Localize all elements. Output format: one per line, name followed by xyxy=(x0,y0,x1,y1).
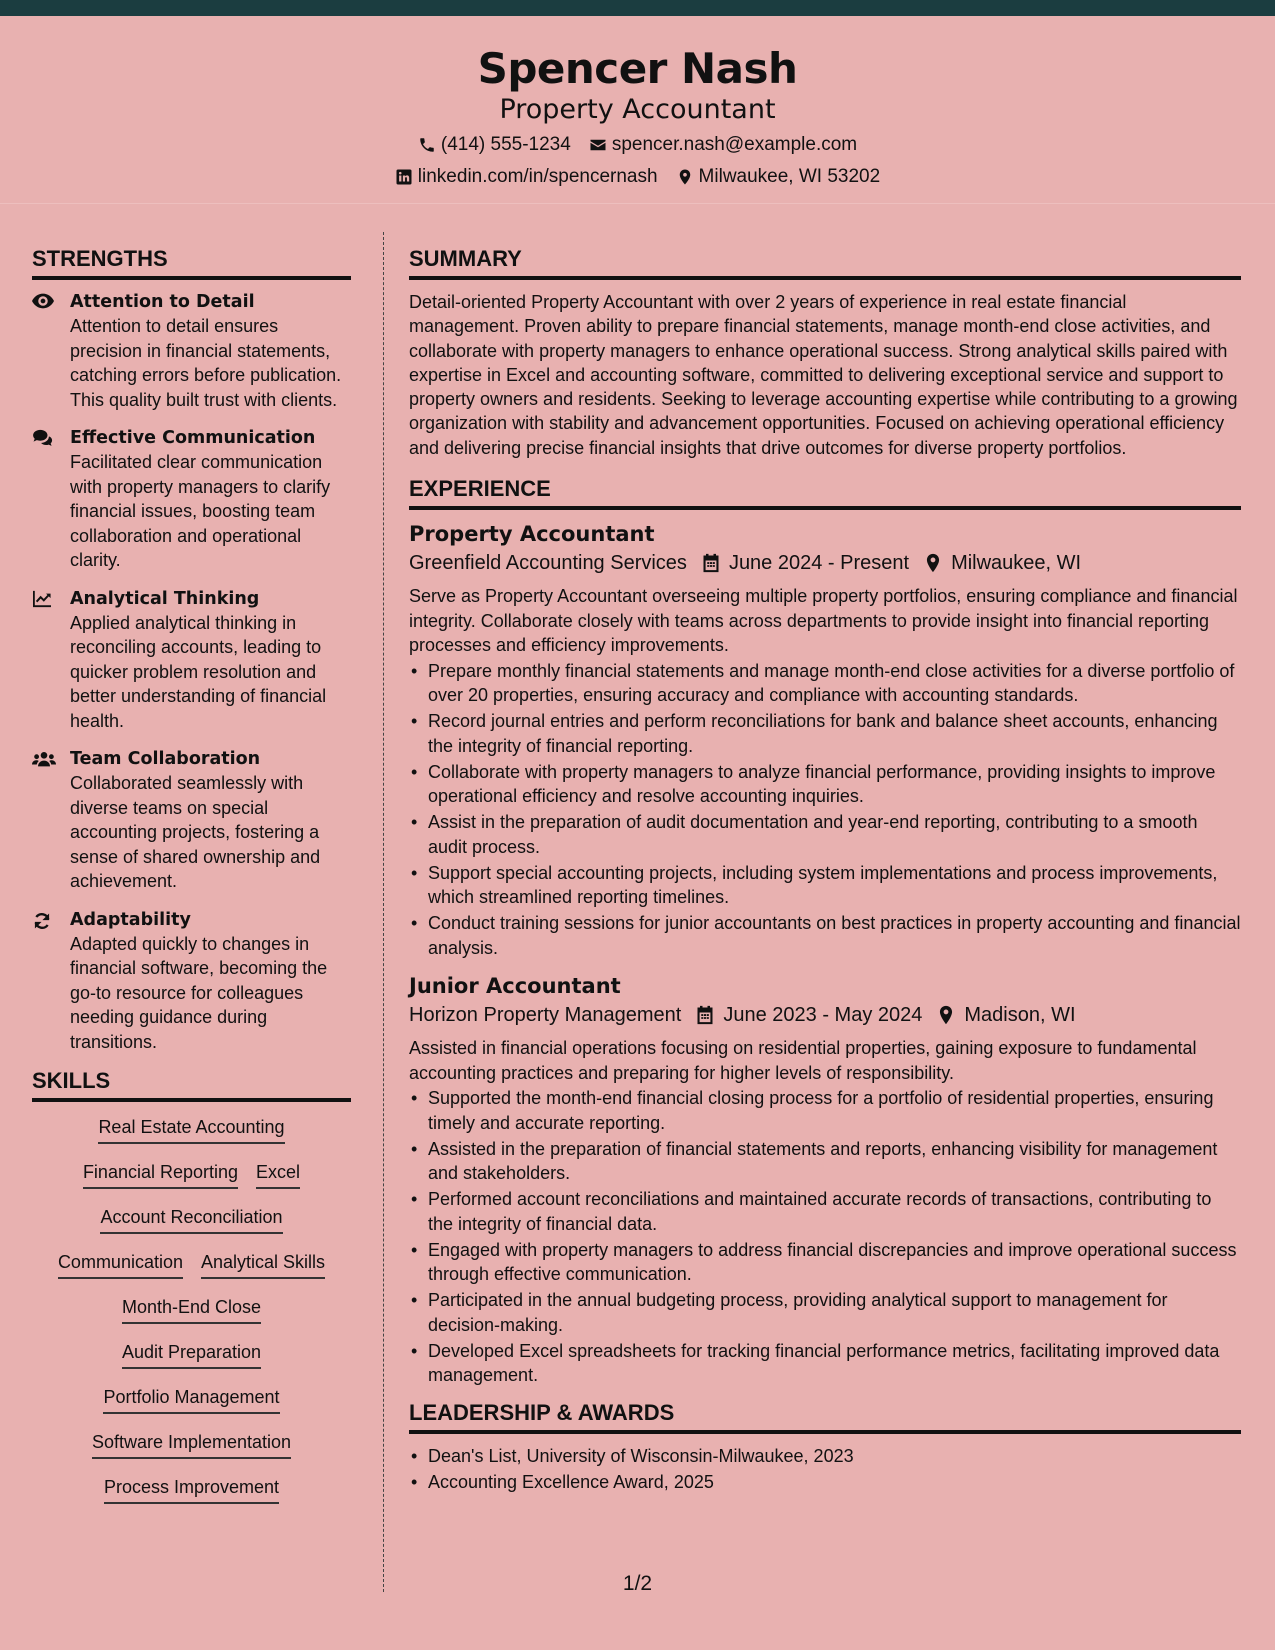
strength-title: Team Collaboration xyxy=(70,749,261,769)
line-chart-icon xyxy=(32,590,52,608)
strength-icon-wrap xyxy=(32,747,70,894)
skill-tag: Account Reconciliation xyxy=(100,1206,282,1234)
job-description: Serve as Property Accountant overseeing multiple property portfolios, ensuring compliance and financial integrity. Collaborate closely with teams across departments to provide insight into financial reporting processes and efficiency improvements. xyxy=(409,586,1238,656)
skill-row xyxy=(32,1161,351,1206)
skill-row xyxy=(32,1251,351,1296)
calendar-icon xyxy=(695,1005,715,1025)
column-divider xyxy=(383,232,384,1592)
comments-icon xyxy=(32,429,54,447)
job-dates: June 2024 - Present xyxy=(728,552,910,575)
strength-description: Attention to detail ensures precision in financial statements, catching errors before publication. This quality built trust with clients. xyxy=(70,316,342,410)
map-pin-icon xyxy=(676,168,694,186)
strength-item xyxy=(32,426,351,573)
skill-tag: Financial Reporting xyxy=(83,1161,238,1189)
skill-row xyxy=(32,1296,351,1341)
skill-tag: Portfolio Management xyxy=(103,1386,279,1414)
skills-heading: SKILLS xyxy=(32,1068,351,1102)
awards-heading: LEADERSHIP & AWARDS xyxy=(409,1400,1241,1434)
bullet-item: • Prepare monthly financial statements and manage month-end close activities for a diverse portfolio of over 20 properties, ensuring accuracy and compliance with accounting standards. xyxy=(409,659,1241,708)
linkedin-contact[interactable] xyxy=(395,166,658,188)
job-company: Greenfield Accounting Services xyxy=(409,552,687,575)
left-column xyxy=(32,246,351,1521)
phone-icon xyxy=(418,136,436,154)
skill-row xyxy=(32,1206,351,1251)
job-dates: June 2023 - May 2024 xyxy=(723,1004,923,1027)
bullet-item: • Engaged with property managers to address financial discrepancies and improve operational success through effective communication. xyxy=(409,1238,1241,1287)
envelope-icon xyxy=(589,136,607,154)
experience-heading: EXPERIENCE xyxy=(409,476,1241,510)
job-description: Assisted in financial operations focusing on residential properties, gaining exposure to fundamental accounting practices and preparing for higher levels of responsibility. xyxy=(409,1038,1197,1083)
strengths-heading: STRENGTHS xyxy=(32,246,351,280)
phone-contact xyxy=(418,134,571,156)
map-pin-icon xyxy=(923,553,943,573)
strength-description: Adapted quickly to changes in financial software, becoming the go-to resource for colleagues needing guidance during transitions. xyxy=(70,933,328,1052)
strength-description: Applied analytical thinking in reconciling accounts, leading to quicker problem resolution and better understanding of financial health. xyxy=(70,612,327,731)
contact-row-1 xyxy=(0,134,1275,156)
bullet-item: • Record journal entries and perform reconciliations for bank and balance sheet accounts, enhancing the integrity of financial reporting. xyxy=(409,709,1241,758)
skill-tag: Process Improvement xyxy=(104,1476,279,1504)
top-accent-bar xyxy=(0,0,1275,16)
candidate-name: Spencer Nash xyxy=(477,44,798,93)
phone-text: (414) 555-1234 xyxy=(440,134,571,155)
contact-row-2 xyxy=(0,166,1275,188)
resume-header xyxy=(0,16,1275,204)
skill-tag: Real Estate Accounting xyxy=(98,1116,284,1144)
bullet-item: • Supported the month-end financial closing process for a portfolio of residential properties, ensuring timely and accurate reporting. xyxy=(409,1086,1241,1135)
strength-title: Effective Communication xyxy=(70,428,316,448)
email-text: spencer.nash@example.com xyxy=(611,134,858,155)
award-item: • Accounting Excellence Award, 2025 xyxy=(409,1470,1241,1495)
strength-title: Analytical Thinking xyxy=(70,588,260,609)
skill-row xyxy=(32,1341,351,1386)
bullet-item: • Support special accounting projects, including system implementations and process improvements, which streamlined reporting timelines. xyxy=(409,861,1241,910)
job-meta xyxy=(409,1000,1241,1030)
skill-tag: Month-End Close xyxy=(122,1296,261,1324)
strength-icon-wrap xyxy=(32,290,70,412)
summary-text: Detail-oriented Property Accountant with over 2 years of experience in real estate financial management. Proven ability to prepare financial statements, manage month-end close activities, and collaborate with property managers to enhance operational success. Strong analytical skills paired with expertise in Excel and accounting software, committed to delivering exceptional service and support to property owners and residents. Seeking to leverage accounting expertise while contributing to a growing organization with stability and advancement opportunities. Focused on achieving operational efficiency and delivering precise financial insights that drive outcomes for diverse property portfolios. xyxy=(409,292,1238,458)
job-bullets xyxy=(409,1086,1241,1388)
location-contact xyxy=(676,166,881,188)
bullet-item: • Collaborate with property managers to analyze financial performance, providing insights to improve operational efficiency and resolve accounting inquiries. xyxy=(409,760,1241,809)
skill-row xyxy=(32,1386,351,1431)
skill-row xyxy=(32,1116,351,1161)
job-location: Milwaukee, WI xyxy=(951,552,1082,575)
linkedin-text: linkedin.com/in/spencernash xyxy=(417,166,658,187)
calendar-icon xyxy=(701,553,721,573)
awards-list xyxy=(409,1444,1241,1495)
strength-icon-wrap xyxy=(32,426,70,573)
skill-tag: Communication xyxy=(58,1251,183,1279)
linkedin-icon xyxy=(395,168,413,186)
skill-tag: Audit Preparation xyxy=(122,1341,261,1369)
eye-icon xyxy=(32,293,54,309)
map-pin-icon xyxy=(936,1005,956,1025)
job-company: Horizon Property Management xyxy=(409,1004,682,1027)
bullet-item: • Developed Excel spreadsheets for tracking financial performance metrics, facilitating improved data management. xyxy=(409,1339,1241,1388)
location-text: Milwaukee, WI 53202 xyxy=(698,166,881,187)
email-contact[interactable] xyxy=(589,134,857,156)
job-entry xyxy=(409,520,1241,960)
strength-title: Adaptability xyxy=(70,909,191,930)
bullet-item: • Assisted in the preparation of financial statements and reports, enhancing visibility for management and stakeholders. xyxy=(409,1137,1241,1186)
job-bullets xyxy=(409,659,1241,961)
candidate-role: Property Accountant xyxy=(499,94,776,125)
skill-tag: Excel xyxy=(256,1161,300,1189)
skill-tag: Analytical Skills xyxy=(201,1251,325,1279)
skill-row xyxy=(32,1476,351,1521)
job-title: Property Accountant xyxy=(409,522,655,547)
users-icon xyxy=(32,750,56,768)
summary-heading: SUMMARY xyxy=(409,246,1241,280)
strength-description: Facilitated clear communication with property managers to clarify financial issues, boosting team collaboration and operational clarity. xyxy=(70,452,331,570)
job-entry xyxy=(409,972,1241,1388)
strength-item xyxy=(32,290,351,412)
bullet-item: • Assist in the preparation of audit documentation and year-end reporting, contributing to a smooth audit process. xyxy=(409,810,1241,859)
strength-title: Attention to Detail xyxy=(70,292,255,312)
skill-tag: Software Implementation xyxy=(92,1431,291,1459)
strength-item xyxy=(32,587,351,734)
bullet-item: • Performed account reconciliations and maintained accurate records of transactions, contributing to the integrity of financial data. xyxy=(409,1187,1241,1236)
sync-icon xyxy=(32,911,52,931)
page-number: 1/2 xyxy=(622,1572,653,1595)
skill-row xyxy=(32,1431,351,1476)
bullet-item: • Participated in the annual budgeting process, providing analytical support to management for decision-making. xyxy=(409,1288,1241,1337)
job-title: Junior Accountant xyxy=(409,974,621,999)
header-separator xyxy=(0,203,1275,204)
strength-icon-wrap xyxy=(32,908,70,1055)
job-meta xyxy=(409,548,1241,578)
job-location: Madison, WI xyxy=(964,1004,1076,1027)
strength-item xyxy=(32,908,351,1055)
right-column xyxy=(409,246,1241,1496)
skills-list xyxy=(32,1116,351,1521)
strength-icon-wrap xyxy=(32,587,70,734)
strength-item xyxy=(32,747,351,894)
strength-description: Collaborated seamlessly with diverse teams on special accounting projects, fostering a sense of shared ownership and achievement. xyxy=(70,773,321,891)
bullet-item: • Conduct training sessions for junior accountants on best practices in property accounting and financial analysis. xyxy=(409,911,1241,960)
award-item: • Dean's List, University of Wisconsin-Milwaukee, 2023 xyxy=(409,1444,1241,1469)
